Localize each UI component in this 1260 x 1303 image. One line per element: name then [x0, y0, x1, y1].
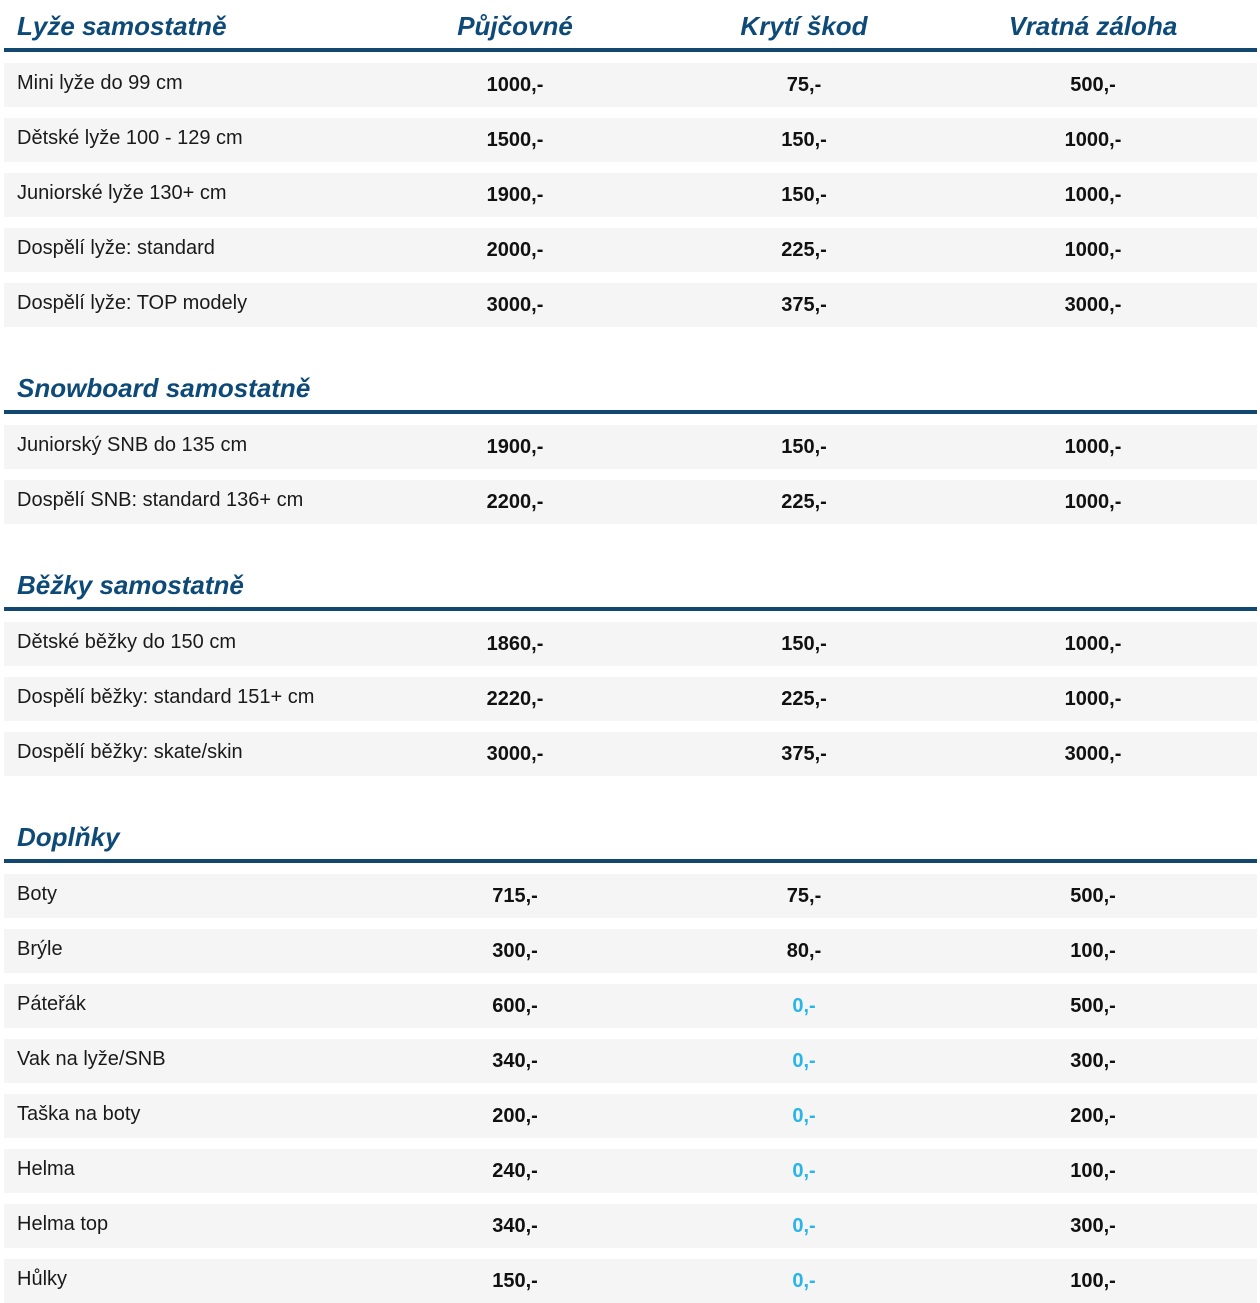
item-label: Dospělí běžky: standard 151+ cm [17, 686, 315, 708]
section-rows [4, 414, 1257, 524]
table-row [4, 732, 1257, 776]
damage-cover: 225,- [781, 239, 827, 261]
item-label: Helma top [17, 1213, 109, 1235]
table-row [4, 118, 1257, 162]
deposit: 500,- [1070, 995, 1116, 1017]
damage-cover: 0,- [792, 1105, 816, 1127]
table-row [4, 984, 1257, 1028]
rent-price: 1900,- [486, 184, 544, 206]
item-label: Boty [17, 883, 58, 905]
section-rows [4, 611, 1257, 776]
table-row [4, 1149, 1257, 1193]
column-header-rent: Půjčovné [457, 11, 573, 41]
section-rows [4, 863, 1257, 1303]
section-gap [4, 524, 1257, 559]
item-label: Mini lyže do 99 cm [17, 72, 183, 94]
damage-cover: 150,- [781, 129, 827, 151]
table-row [4, 677, 1257, 721]
item-label: Dospělí běžky: skate/skin [17, 741, 243, 763]
table-row [4, 173, 1257, 217]
deposit: 3000,- [1064, 294, 1122, 316]
item-label: Hůlky [17, 1268, 68, 1290]
table-row [4, 228, 1257, 272]
deposit: 200,- [1070, 1105, 1116, 1127]
deposit: 1000,- [1064, 239, 1122, 261]
rent-price: 1000,- [486, 74, 544, 96]
deposit: 100,- [1070, 1160, 1116, 1182]
section-gap [4, 327, 1257, 362]
damage-cover: 0,- [792, 1050, 816, 1072]
table-row [4, 425, 1257, 469]
table-row [4, 283, 1257, 327]
column-header-deposit: Vratná záloha [1008, 11, 1178, 41]
deposit: 1000,- [1064, 633, 1122, 655]
table-row [4, 63, 1257, 107]
table-row [4, 480, 1257, 524]
rent-price: 1860,- [486, 633, 544, 655]
deposit: 300,- [1070, 1050, 1116, 1072]
table-row [4, 1039, 1257, 1083]
damage-cover: 375,- [781, 743, 827, 765]
damage-cover: 0,- [792, 1160, 816, 1182]
deposit: 100,- [1070, 1270, 1116, 1292]
damage-cover: 0,- [792, 1215, 816, 1237]
item-label: Taška na boty [17, 1103, 141, 1125]
item-label: Dospělí SNB: standard 136+ cm [17, 489, 304, 511]
deposit: 1000,- [1064, 184, 1122, 206]
section-skis [4, 0, 1257, 327]
damage-cover: 150,- [781, 184, 827, 206]
section-title: Lyže samostatně [17, 11, 227, 41]
section-title: Doplňky [17, 822, 120, 852]
item-label: Juniorský SNB do 135 cm [17, 434, 248, 456]
rent-price: 2200,- [486, 491, 544, 513]
section-title: Běžky samostatně [17, 570, 244, 600]
rent-price: 600,- [492, 995, 538, 1017]
section-header [4, 362, 1257, 410]
rent-price: 340,- [492, 1215, 538, 1237]
damage-cover: 225,- [781, 688, 827, 710]
damage-cover: 0,- [792, 1270, 816, 1292]
price-list [4, 0, 1257, 1303]
item-label: Dětské lyže 100 - 129 cm [17, 127, 243, 149]
rent-price: 340,- [492, 1050, 538, 1072]
item-label: Dětské běžky do 150 cm [17, 631, 236, 653]
item-label: Páteřák [17, 993, 86, 1015]
rent-price: 3000,- [486, 294, 544, 316]
rent-price: 150,- [492, 1270, 538, 1292]
item-label: Brýle [17, 938, 63, 960]
rent-price: 2000,- [486, 239, 544, 261]
section-snowboard [4, 362, 1257, 524]
table-row [4, 929, 1257, 973]
deposit: 1000,- [1064, 436, 1122, 458]
rent-price: 2220,- [486, 688, 544, 710]
deposit: 100,- [1070, 940, 1116, 962]
table-row [4, 874, 1257, 918]
rent-price: 1500,- [486, 129, 544, 151]
deposit: 500,- [1070, 885, 1116, 907]
section-gap [4, 776, 1257, 811]
item-label: Dospělí lyže: standard [17, 237, 215, 259]
item-label: Vak na lyže/SNB [17, 1048, 166, 1070]
table-row [4, 1204, 1257, 1248]
table-row [4, 1094, 1257, 1138]
section-header [4, 0, 1257, 48]
item-label: Dospělí lyže: TOP modely [17, 292, 248, 314]
damage-cover: 375,- [781, 294, 827, 316]
deposit: 3000,- [1064, 743, 1122, 765]
rent-price: 200,- [492, 1105, 538, 1127]
section-header [4, 811, 1257, 859]
damage-cover: 150,- [781, 436, 827, 458]
deposit: 1000,- [1064, 129, 1122, 151]
column-header-damage: Krytí škod [740, 11, 868, 41]
rent-price: 240,- [492, 1160, 538, 1182]
section-cross-country [4, 559, 1257, 776]
deposit: 500,- [1070, 74, 1116, 96]
section-header [4, 559, 1257, 607]
section-accessories [4, 811, 1257, 1303]
damage-cover: 75,- [786, 885, 822, 907]
item-label: Helma [17, 1158, 75, 1180]
table-row [4, 1259, 1257, 1303]
section-title: Snowboard samostatně [17, 373, 311, 403]
damage-cover: 80,- [786, 940, 822, 962]
item-label: Juniorské lyže 130+ cm [17, 182, 227, 204]
table-row [4, 622, 1257, 666]
damage-cover: 0,- [792, 995, 816, 1017]
section-rows [4, 52, 1257, 327]
damage-cover: 75,- [786, 74, 822, 96]
deposit: 1000,- [1064, 688, 1122, 710]
damage-cover: 225,- [781, 491, 827, 513]
deposit: 1000,- [1064, 491, 1122, 513]
deposit: 300,- [1070, 1215, 1116, 1237]
damage-cover: 150,- [781, 633, 827, 655]
rent-price: 3000,- [486, 743, 544, 765]
rent-price: 1900,- [486, 436, 544, 458]
rent-price: 715,- [492, 885, 538, 907]
rent-price: 300,- [492, 940, 538, 962]
